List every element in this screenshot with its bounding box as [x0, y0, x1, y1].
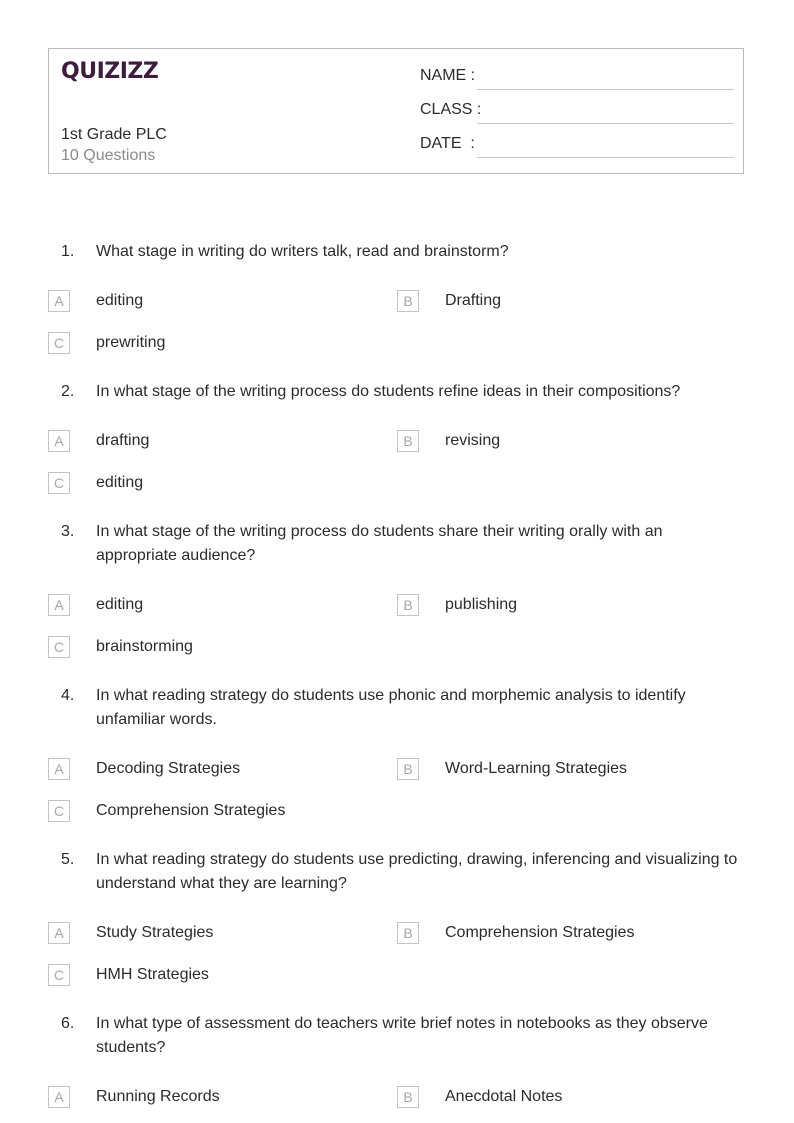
option-letter-box: C	[48, 636, 70, 658]
option-text: Comprehension Strategies	[96, 802, 286, 819]
question-text: In what stage of the writing process do students refine ideas in their compositions?	[96, 383, 681, 400]
option-letter-box: C	[48, 472, 70, 494]
option-letter-box: B	[397, 1086, 419, 1108]
date-line[interactable]	[477, 157, 734, 158]
option-text: revising	[445, 432, 501, 449]
option-letter-box: B	[397, 594, 419, 616]
question-number: 4.	[61, 687, 75, 704]
question-text: What stage in writing do writers talk, read and brainstorm?	[96, 243, 509, 260]
option-text: HMH Strategies	[96, 966, 209, 983]
option-letter-box: A	[48, 758, 70, 780]
question-number: 5.	[61, 851, 75, 868]
option-text: editing	[96, 292, 144, 309]
option-text: Anecdotal Notes	[445, 1088, 563, 1105]
question-number: 6.	[61, 1015, 75, 1032]
option-letter-box: B	[397, 430, 419, 452]
option-letter-box: B	[397, 758, 419, 780]
option-text: editing	[96, 474, 144, 491]
question-number: 2.	[61, 383, 75, 400]
option-text: Drafting	[445, 292, 502, 309]
question-number: 3.	[61, 523, 75, 540]
option-letter-box: C	[48, 332, 70, 354]
option-letter-box: C	[48, 964, 70, 986]
class-field[interactable]	[420, 101, 734, 125]
class-label: CLASS :	[420, 101, 482, 118]
option-letter-box: A	[48, 290, 70, 312]
worksheet-header	[48, 48, 744, 174]
question-text: In what stage of the writing process do students share their writing orally with an appropriate audience?	[96, 523, 663, 564]
question-text: In what reading strategy do students use phonic and morphemic analysis to identify unfamiliar words.	[96, 687, 686, 728]
option-text: drafting	[96, 432, 150, 449]
option-letter-box: A	[48, 1086, 70, 1108]
date-field[interactable]	[420, 135, 734, 159]
option-text: editing	[96, 596, 144, 613]
option-text: publishing	[445, 596, 518, 613]
question-text: In what reading strategy do students use predicting, drawing, inferencing and visualizing to understand what they are learning?	[96, 851, 738, 892]
option-text: brainstorming	[96, 638, 193, 655]
option-text: Study Strategies	[96, 924, 214, 941]
question-number: 1.	[61, 243, 75, 260]
option-text: Running Records	[96, 1088, 220, 1105]
option-text: prewriting	[96, 334, 166, 351]
question-count: 10 Questions	[61, 147, 156, 164]
name-field[interactable]	[420, 67, 734, 91]
option-text: Decoding Strategies	[96, 760, 241, 777]
question-text: In what type of assessment do teachers write brief notes in notebooks as they observe students?	[96, 1015, 708, 1056]
option-text: Word-Learning Strategies	[445, 760, 628, 777]
date-label: DATE :	[420, 135, 475, 152]
option-letter-box: A	[48, 430, 70, 452]
quizizz-logo: QUIZIZZ	[61, 59, 159, 84]
option-letter-box: B	[397, 290, 419, 312]
name-line[interactable]	[477, 89, 734, 90]
option-letter-box: A	[48, 922, 70, 944]
option-letter-box: A	[48, 594, 70, 616]
option-text: Comprehension Strategies	[445, 924, 635, 941]
option-letter-box: B	[397, 922, 419, 944]
class-line[interactable]	[477, 123, 734, 124]
name-label: NAME :	[420, 67, 476, 84]
worksheet-title: 1st Grade PLC	[61, 126, 167, 143]
option-letter-box: C	[48, 800, 70, 822]
